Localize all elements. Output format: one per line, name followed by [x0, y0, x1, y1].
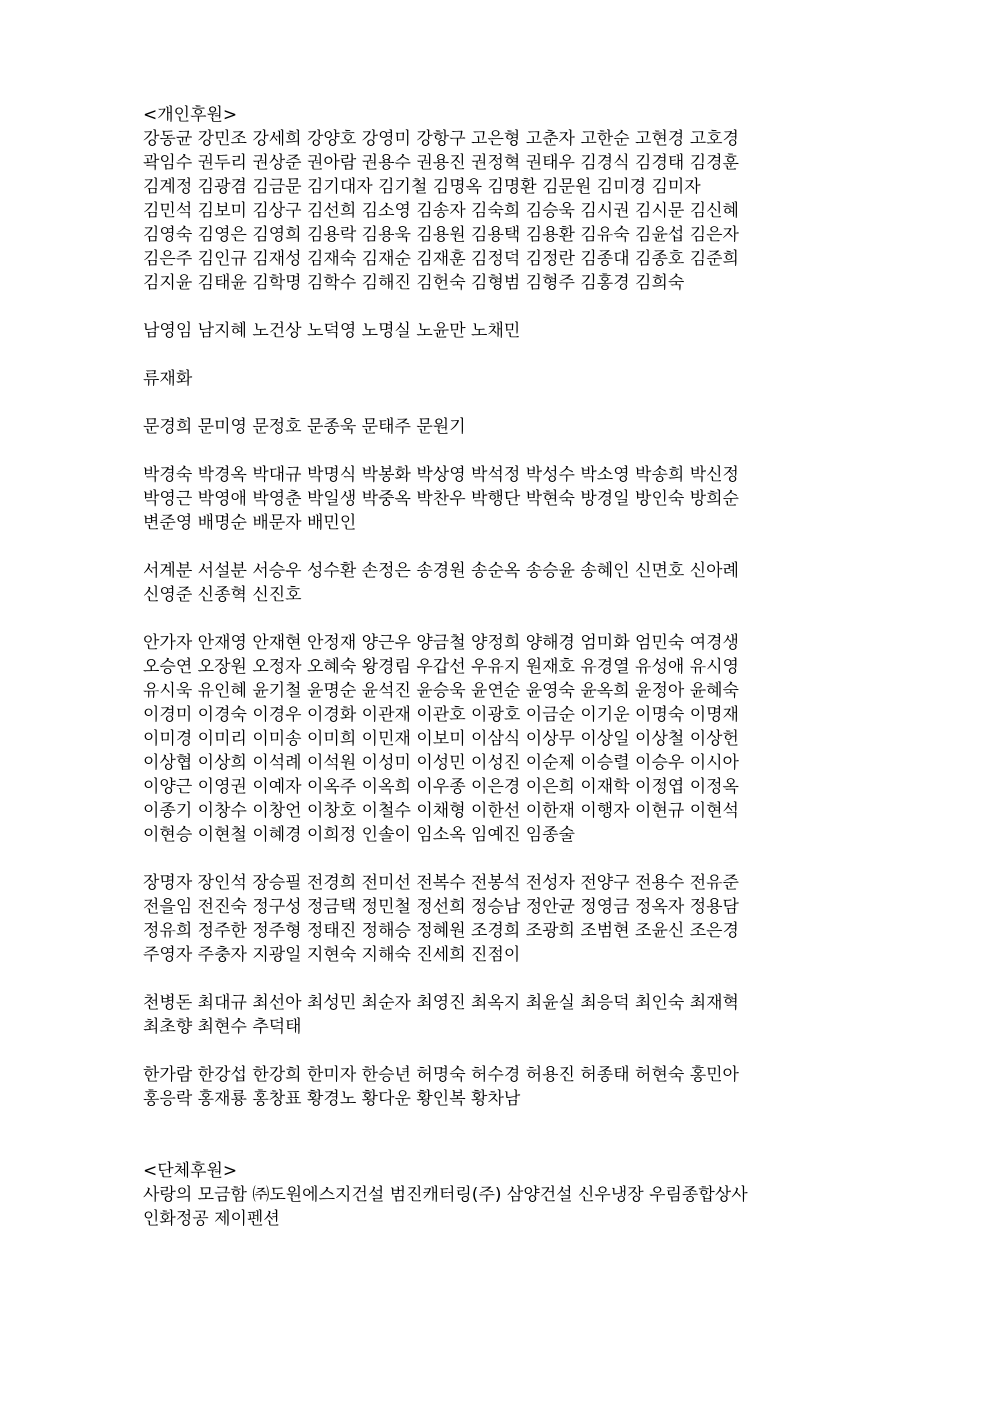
group-sponsor-line: 인화정공 제이펜션: [143, 1209, 280, 1229]
name-line: 전을임 전진숙 정구성 정금택 정민철 정선희 정승남 정안균 정영금 정옥자 정용담: [143, 897, 739, 917]
name-group: [143, 463, 863, 535]
name-line: 김영숙 김영은 김영희 김용락 김용욱 김용원 김용택 김용환 김유숙 김윤섭 김은자: [143, 225, 739, 245]
name-group: [143, 871, 863, 967]
name-line: 유시욱 유인혜 윤기철 윤명순 윤석진 윤승욱 윤연순 윤영숙 윤옥희 윤정아 윤혜숙: [143, 681, 739, 701]
name-line: 변준영 배명순 배문자 배민인: [143, 513, 357, 533]
name-group: [143, 631, 863, 847]
name-line: 박경숙 박경옥 박대규 박명식 박봉화 박상영 박석정 박성수 박소영 박송희 박신정: [143, 465, 739, 485]
name-line: 이양근 이영권 이예자 이옥주 이옥희 이우종 이은경 이은희 이재학 이정엽 이정옥: [143, 777, 739, 797]
individual-sponsor-groups: [143, 127, 863, 1111]
name-line: 안가자 안재영 안재현 안정재 양근우 양금철 양정희 양해경 엄미화 엄민숙 여경생: [143, 633, 739, 653]
name-line: 신영준 신종혁 신진호: [143, 585, 302, 605]
name-line: 이미경 이미리 이미송 이미희 이민재 이보미 이삼식 이상무 이상일 이상철 이상헌: [143, 729, 739, 749]
name-group: [143, 127, 863, 295]
group-sponsors-title: <단체후원>: [143, 1161, 238, 1181]
group-sponsors-section: [143, 1159, 863, 1231]
name-line: 정유희 정주한 정주형 정태진 정해승 정혜원 조경희 조광희 조범현 조윤신 조은경: [143, 921, 739, 941]
name-group: [143, 415, 863, 439]
name-group: [143, 319, 863, 343]
name-line: 최초향 최현수 추덕태: [143, 1017, 302, 1037]
name-line: 오승연 오장원 오정자 오혜숙 왕경림 우갑선 우유지 원재호 유경열 유성애 유시영: [143, 657, 739, 677]
name-line: 이종기 이창수 이창언 이창호 이철수 이채형 이한선 이한재 이행자 이현규 이현석: [143, 801, 739, 821]
individual-sponsors-title: <개인후원>: [143, 105, 238, 125]
individual-sponsors-section: [143, 103, 863, 1111]
group-sponsor-lines: [143, 1183, 863, 1231]
name-line: 이현승 이현철 이혜경 이희정 인솔이 임소옥 임예진 임종술: [143, 825, 575, 845]
name-group: [143, 559, 863, 607]
name-line: 주영자 주충자 지광일 지현숙 지해숙 진세희 진점이: [143, 945, 521, 965]
name-group: [143, 1063, 863, 1111]
name-line: 이상협 이상희 이석례 이석원 이성미 이성민 이성진 이순제 이승렬 이승우 이시아: [143, 753, 739, 773]
name-line: 김지윤 김태윤 김학명 김학수 김해진 김헌숙 김형범 김형주 김홍경 김희숙: [143, 273, 685, 293]
name-line: 김계정 김광겸 김금문 김기대자 김기철 김명옥 김명환 김문원 김미경 김미자: [143, 177, 701, 197]
name-line: 문경희 문미영 문정호 문종욱 문태주 문원기: [143, 417, 466, 437]
name-line: 강동균 강민조 강세희 강양호 강영미 강항구 고은형 고춘자 고한순 고현경 고호경: [143, 129, 739, 149]
name-line: 곽임수 권두리 권상준 권아람 권용수 권용진 권정혁 권태우 김경식 김경태 김경훈: [143, 153, 739, 173]
name-line: 김은주 김인규 김재성 김재숙 김재순 김재훈 김정덕 김정란 김종대 김종호 김준희: [143, 249, 739, 269]
name-line: 장명자 장인석 장승필 전경희 전미선 전복수 전봉석 전성자 전양구 전용수 전유준: [143, 873, 739, 893]
name-line: 서계분 서설분 서승우 성수환 손정은 송경원 송순옥 송승윤 송혜인 신면호 신아례: [143, 561, 739, 581]
name-line: 한가람 한강섭 한강희 한미자 한승년 허명숙 허수경 허용진 허종태 허현숙 홍민아: [143, 1065, 739, 1085]
name-line: 박영근 박영애 박영춘 박일생 박중옥 박찬우 박행단 박현숙 방경일 방인숙 방희순: [143, 489, 739, 509]
name-group: [143, 991, 863, 1039]
sponsor-list-page: [143, 103, 863, 1231]
name-group: [143, 367, 863, 391]
name-line: 류재화: [143, 369, 193, 389]
name-line: 남영임 남지혜 노건상 노덕영 노명실 노윤만 노채민: [143, 321, 521, 341]
group-sponsor-line: 사랑의 모금함 ㈜도원에스지건설 범진캐터링(주) 삼양건설 신우냉장 우림종합상사: [143, 1185, 748, 1205]
name-line: 홍응락 홍재룡 홍창표 황경노 황다운 황인복 황차남: [143, 1089, 521, 1109]
name-line: 김민석 김보미 김상구 김선희 김소영 김송자 김숙희 김승욱 김시권 김시문 김신혜: [143, 201, 739, 221]
name-line: 천병돈 최대규 최선아 최성민 최순자 최영진 최옥지 최윤실 최응덕 최인숙 최재혁: [143, 993, 739, 1013]
name-line: 이경미 이경숙 이경우 이경화 이관재 이관호 이광호 이금순 이기운 이명숙 이명재: [143, 705, 739, 725]
